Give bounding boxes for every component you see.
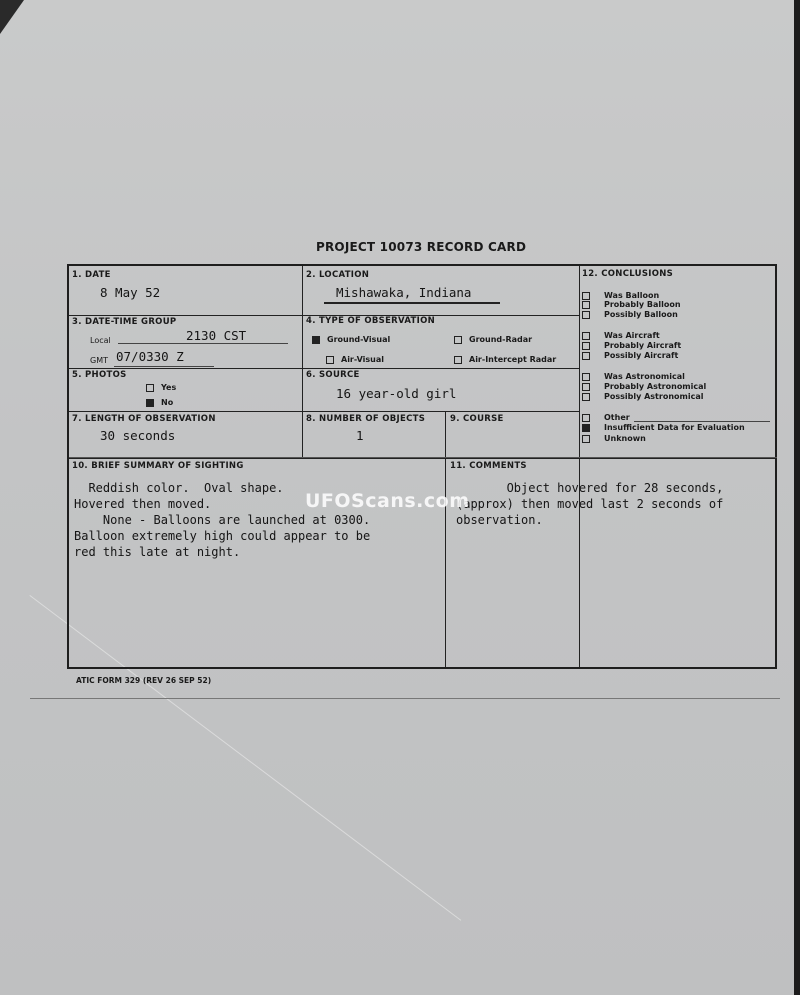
- summary-text: Reddish color. Oval shape. Hovered then moved. None - Balloons are launched at 0300. Balloon extremely high could appear to be red this late at night.: [74, 481, 371, 559]
- checkbox-icon: [454, 336, 462, 344]
- checkbox-icon: [582, 352, 590, 360]
- bottom-rule: [30, 698, 780, 699]
- observation-type-label: 4. TYPE OF OBSERVATION: [306, 316, 436, 326]
- conclusion-possibly-aircraft: Possibly Aircraft: [582, 351, 678, 360]
- scan-edge: [794, 0, 800, 995]
- checkbox-icon: [582, 311, 590, 319]
- checked-box-icon: [146, 399, 154, 407]
- conclusion-probably-aircraft: Probably Aircraft: [582, 341, 681, 350]
- location-underline: [324, 302, 500, 304]
- photos-yes: Yes: [146, 383, 176, 392]
- conclusion-possibly-balloon: Possibly Balloon: [582, 310, 678, 319]
- date-time-group-label: 3. DATE-TIME GROUP: [72, 317, 177, 327]
- divider: [69, 411, 579, 412]
- local-label: Local: [90, 336, 111, 345]
- option-air-visual: Air-Visual: [326, 355, 384, 364]
- checkbox-icon: [326, 356, 334, 364]
- checkbox-icon: [582, 292, 590, 300]
- option-air-intercept-radar: Air-Intercept Radar: [454, 355, 556, 364]
- conclusion-possibly-astronomical: Possibly Astronomical: [582, 392, 703, 401]
- checkbox-icon: [582, 393, 590, 401]
- form-number: ATIC FORM 329 (REV 26 SEP 52): [76, 676, 212, 685]
- watermark: UFOScans.com: [305, 490, 470, 512]
- conclusion-was-aircraft: Was Aircraft: [582, 331, 660, 340]
- divider: [69, 457, 777, 458]
- option-ground-visual: Ground-Visual: [312, 335, 390, 344]
- conclusion-insufficient-data: Insufficient Data for Evaluation: [582, 423, 745, 432]
- photos-label: 5. PHOTOS: [72, 370, 127, 380]
- checked-box-icon: [312, 336, 320, 344]
- objects-value: 1: [356, 428, 364, 443]
- option-ground-radar: Ground-Radar: [454, 335, 532, 344]
- divider: [579, 266, 580, 667]
- checkbox-icon: [582, 332, 590, 340]
- conclusion-unknown: Unknown: [582, 434, 646, 443]
- date-label: 1. DATE: [72, 270, 111, 280]
- gmt-value: 07/0330 Z: [116, 349, 184, 364]
- checkbox-icon: [582, 435, 590, 443]
- checkbox-icon: [582, 301, 590, 309]
- comments-label: 11. COMMENTS: [450, 461, 527, 471]
- objects-label: 8. NUMBER OF OBJECTS: [306, 414, 426, 424]
- conclusion-probably-balloon: Probably Balloon: [582, 300, 681, 309]
- divider: [302, 266, 303, 458]
- card-title: PROJECT 10073 RECORD CARD: [316, 240, 527, 254]
- conclusions-label: 12. CONCLUSIONS: [582, 269, 674, 279]
- checkbox-icon: [146, 384, 154, 392]
- checkbox-icon: [582, 383, 590, 391]
- checkbox-icon: [582, 414, 590, 422]
- divider: [69, 458, 777, 459]
- divider: [445, 412, 446, 667]
- photos-no: No: [146, 398, 173, 407]
- checkbox-icon: [582, 373, 590, 381]
- local-value: 2130 CST: [186, 328, 247, 343]
- divider: [69, 368, 579, 369]
- checked-box-icon: [582, 424, 590, 432]
- summary-label: 10. BRIEF SUMMARY OF SIGHTING: [72, 461, 244, 471]
- conclusion-was-balloon: Was Balloon: [582, 291, 659, 300]
- folded-corner: [0, 0, 24, 34]
- date-value: 8 May 52: [100, 285, 161, 300]
- local-fill-line: [118, 343, 288, 344]
- other-fill-line: [634, 421, 770, 422]
- location-label: 2. LOCATION: [306, 270, 370, 280]
- gmt-fill-line: [114, 366, 214, 367]
- source-label: 6. SOURCE: [306, 370, 360, 380]
- gmt-label: GMT: [90, 356, 108, 365]
- conclusion-probably-astronomical: Probably Astronomical: [582, 382, 706, 391]
- length-label: 7. LENGTH OF OBSERVATION: [72, 414, 216, 424]
- conclusion-other: Other: [582, 413, 630, 422]
- comments-text: Object hovered for 28 seconds, (approx) then moved last 2 seconds of observation.: [456, 481, 724, 527]
- source-value: 16 year-old girl: [336, 386, 457, 401]
- checkbox-icon: [582, 342, 590, 350]
- course-label: 9. COURSE: [450, 414, 504, 424]
- checkbox-icon: [454, 356, 462, 364]
- length-value: 30 seconds: [100, 428, 176, 443]
- location-value: Mishawaka, Indiana: [336, 285, 472, 300]
- conclusion-was-astronomical: Was Astronomical: [582, 372, 685, 381]
